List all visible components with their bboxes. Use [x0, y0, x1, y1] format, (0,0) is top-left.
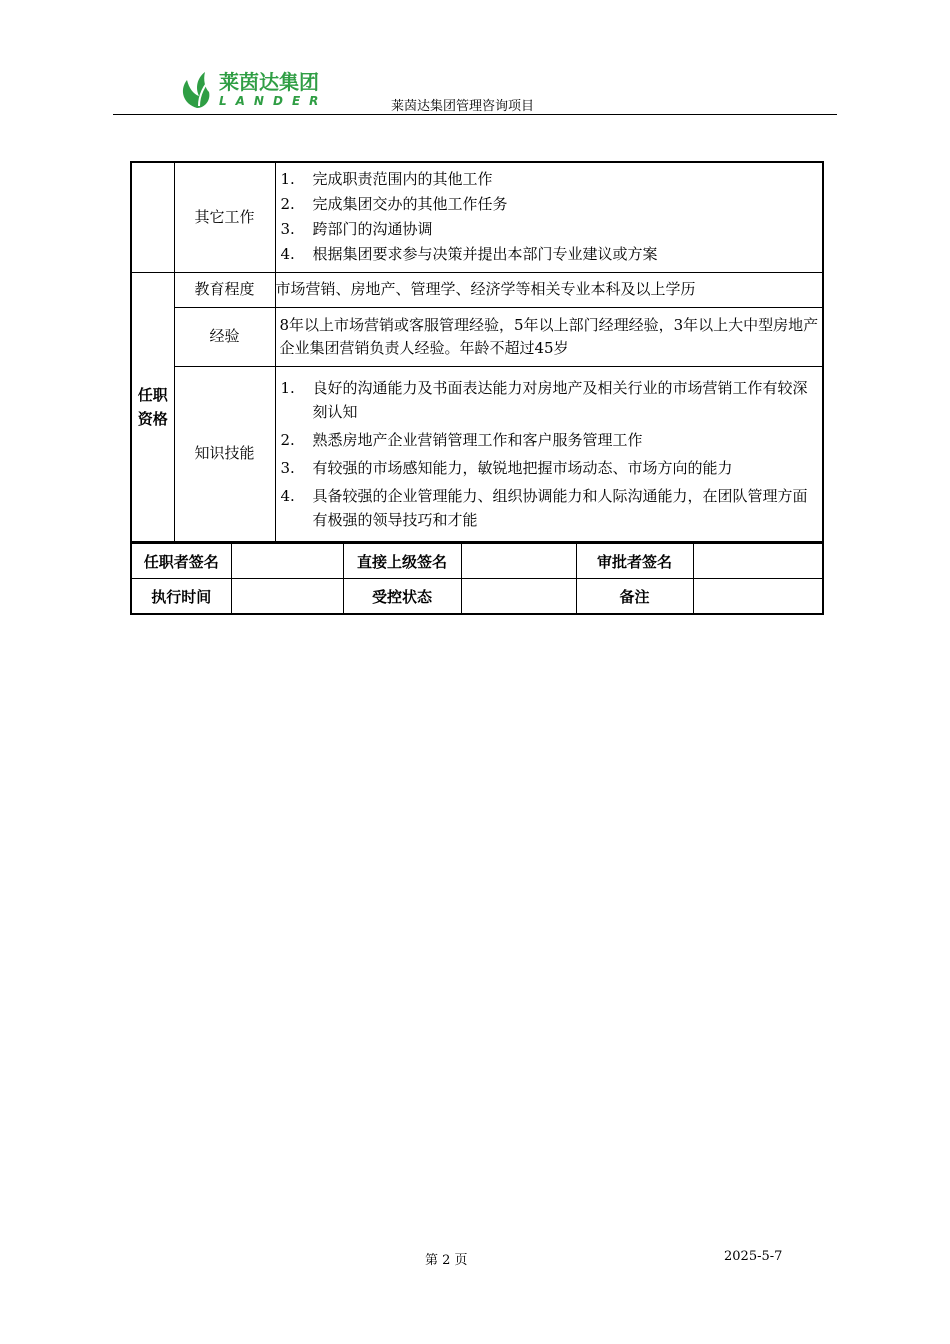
other-work-label: 其它工作: [174, 162, 275, 272]
education-label: 教育程度: [174, 272, 275, 307]
job-description-table: [130, 161, 824, 543]
skills-label: 知识技能: [174, 366, 275, 542]
logo-chinese-text: 莱茵达集团: [219, 70, 319, 94]
qualification-label: 任职资格: [131, 272, 174, 542]
control-row: [131, 579, 823, 615]
company-logo: [179, 64, 329, 112]
header-title: 莱茵达集团管理咨询项目: [391, 99, 535, 114]
control-status-field[interactable]: [461, 579, 576, 615]
holder-signature-label: 任职者签名: [131, 544, 231, 579]
leaf-logo-icon: [179, 66, 217, 110]
remarks-field[interactable]: [693, 579, 823, 615]
list-item: 4. 根据集团要求参与决策并提出本部门专业建议或方案: [280, 245, 658, 264]
page-header: [113, 62, 837, 115]
remarks-label: 备注: [576, 579, 693, 615]
education-row: [131, 272, 823, 307]
holder-signature-field[interactable]: [231, 544, 343, 579]
list-item: 3. 跨部门的沟通协调: [280, 220, 433, 239]
approver-signature-field[interactable]: [693, 544, 823, 579]
logo-english-text: LANDER: [219, 94, 328, 108]
signature-table: [130, 543, 824, 615]
list-item: 4. 具备较强的企业管理能力、组织协调能力和人际沟通能力，在团队管理方面有极强的领导技巧和才能: [280, 486, 808, 529]
supervisor-signature-label: 直接上级签名: [343, 544, 461, 579]
skills-content: [275, 366, 823, 542]
empty-category-cell: [131, 162, 174, 272]
experience-content: 8年以上市场营销或客服管理经验，5年以上部门经理经验，3年以上大中型房地产企业集团营销负责人经验。年龄不超过45岁: [275, 307, 823, 366]
approver-signature-label: 审批者签名: [576, 544, 693, 579]
other-work-list: [276, 167, 823, 267]
list-item: 1. 完成职责范围内的其他工作: [280, 170, 493, 189]
skills-list: [276, 376, 823, 532]
other-work-content: [275, 162, 823, 272]
list-item: 3. 有较强的市场感知能力，敏锐地把握市场动态、市场方向的能力: [280, 458, 733, 477]
footer-date: 2025-5-7: [724, 1249, 783, 1264]
control-status-label: 受控状态: [343, 579, 461, 615]
page-number: 第 2 页: [425, 1253, 468, 1268]
other-work-row: [131, 162, 823, 272]
education-content: 市场营销、房地产、管理学、经济学等相关专业本科及以上学历: [275, 272, 823, 307]
experience-label: 经验: [174, 307, 275, 366]
exec-time-field[interactable]: [231, 579, 343, 615]
signature-row: [131, 544, 823, 579]
skills-row: [131, 366, 823, 542]
exec-time-label: 执行时间: [131, 579, 231, 615]
list-item: 2. 熟悉房地产企业营销管理工作和客户服务管理工作: [280, 430, 643, 449]
experience-row: [131, 307, 823, 366]
supervisor-signature-field[interactable]: [461, 544, 576, 579]
list-item: 1. 良好的沟通能力及书面表达能力对房地产及相关行业的市场营销工作有较深刻认知: [280, 378, 808, 421]
list-item: 2. 完成集团交办的其他工作任务: [280, 195, 508, 214]
